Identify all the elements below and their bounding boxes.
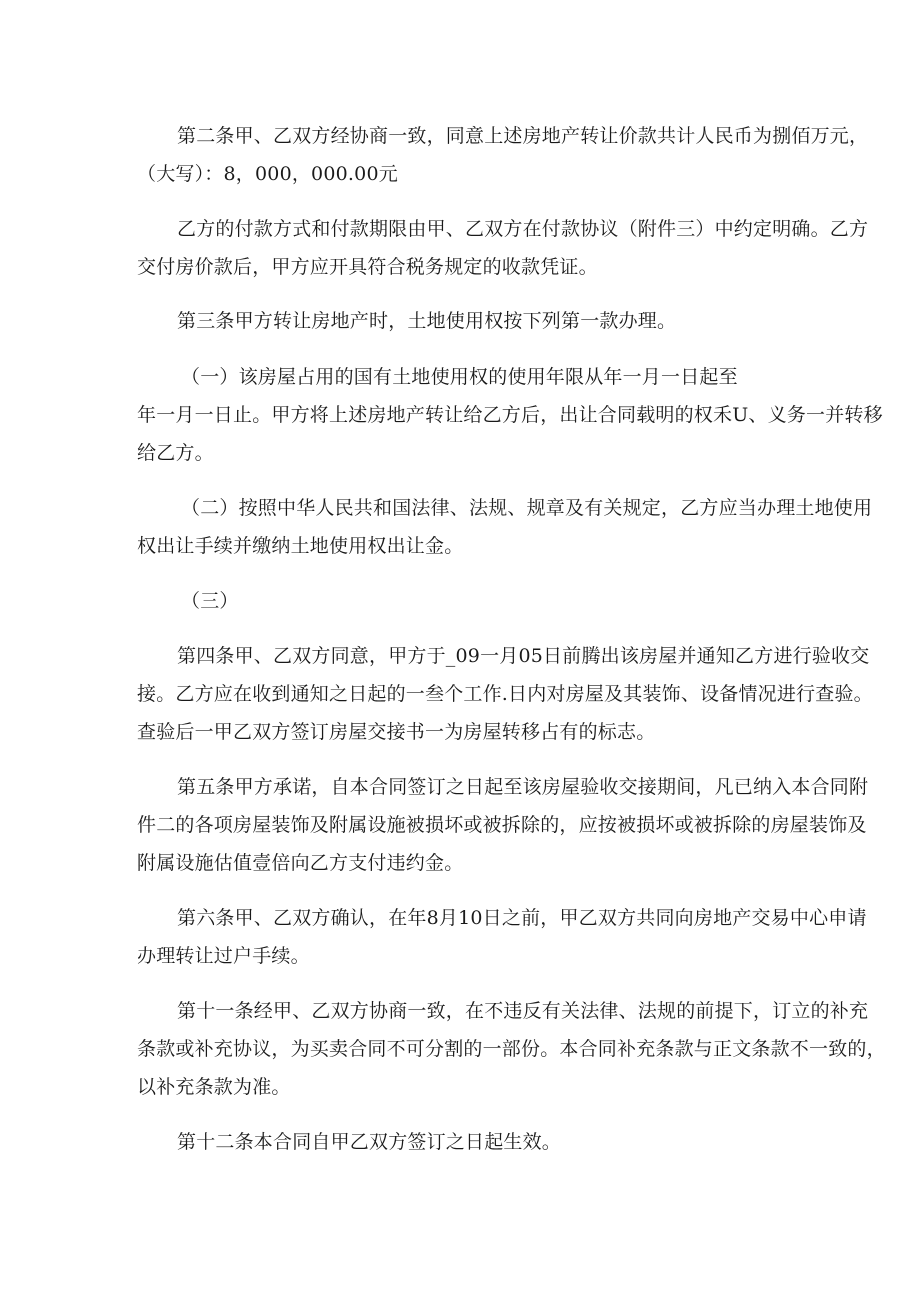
article-5-line-1: 第五条甲方承诺，自本合同签订之日起至该房屋验收交接期间，凡已纳入本合同附 bbox=[177, 776, 869, 798]
article-11-line-1: 第十一条经甲、乙双方协商一致，在不违反有关法律、法规的前提下，订立的补充 bbox=[177, 1000, 869, 1022]
clause-3-1-line-3: 给乙方。 bbox=[137, 442, 214, 464]
clause-3-2-line-1: （二）按照中华人民共和国法律、法规、规章及有关规定，乙方应当办理土地使用 bbox=[181, 497, 873, 519]
article-5-line-3: 附属设施估值壹倍向乙方支付违约金。 bbox=[137, 852, 464, 874]
article-6-line-2: 办理转让过户手续。 bbox=[137, 945, 310, 967]
article-4-line-2: 接。乙方应在收到通知之日起的一叁个工作.日内对房屋及其装饰、设备情况进行查验。 bbox=[137, 683, 873, 705]
payment-line-1: 乙方的付款方式和付款期限由甲、乙双方在付款协议（附件三）中约定明确。乙方 bbox=[177, 218, 869, 240]
article-2-line-2: （大写）：8，000，000.00元 bbox=[137, 163, 398, 185]
article-4-line-1: 第四条甲、乙双方同意，甲方于_09一月05日前腾出该房屋并通知乙方进行验收交 bbox=[177, 645, 870, 667]
article-2-line-1: 第二条甲、乙双方经协商一致，同意上述房地产转让价款共计人民币为捌佰万元， bbox=[177, 125, 869, 147]
article-11-line-2: 条款或补充协议，为买卖合同不可分割的一部份。本合同补充条款与正文条款不一致的， bbox=[137, 1038, 886, 1060]
clause-3-2-line-2: 权出让手续并缴纳土地使用权出让金。 bbox=[137, 535, 464, 557]
article-12-line-1: 第十二条本合同自甲乙双方签订之日起生效。 bbox=[177, 1131, 562, 1153]
clause-3-3-line-1: （三） bbox=[181, 590, 239, 612]
clause-3-1-line-1: （一）该房屋占用的国有土地使用权的使用年限从年一月一日起至 bbox=[181, 366, 738, 388]
article-11-line-3: 以补充条款为准。 bbox=[137, 1076, 291, 1098]
payment-line-2: 交付房价款后，甲方应开具符合税务规定的收款凭证。 bbox=[137, 256, 598, 278]
article-4-line-3: 查验后一甲乙双方签订房屋交接书一为房屋转移占有的标志。 bbox=[137, 721, 656, 743]
article-6-line-1: 第六条甲、乙双方确认，在年8月10日之前，甲乙双方共同向房地产交易中心申请 bbox=[177, 907, 867, 929]
article-5-line-2: 件二的各项房屋装饰及附属设施被损坏或被拆除的，应按被损坏或被拆除的房屋装饰及 bbox=[137, 814, 867, 836]
article-3-line-1: 第三条甲方转让房地产时，土地使用权按下列第一款办理。 bbox=[177, 310, 677, 332]
clause-3-1-line-2: 年一月一日止。甲方将上述房地产转让给乙方后，出让合同载明的权禾U、义务一并转移 bbox=[137, 404, 883, 426]
